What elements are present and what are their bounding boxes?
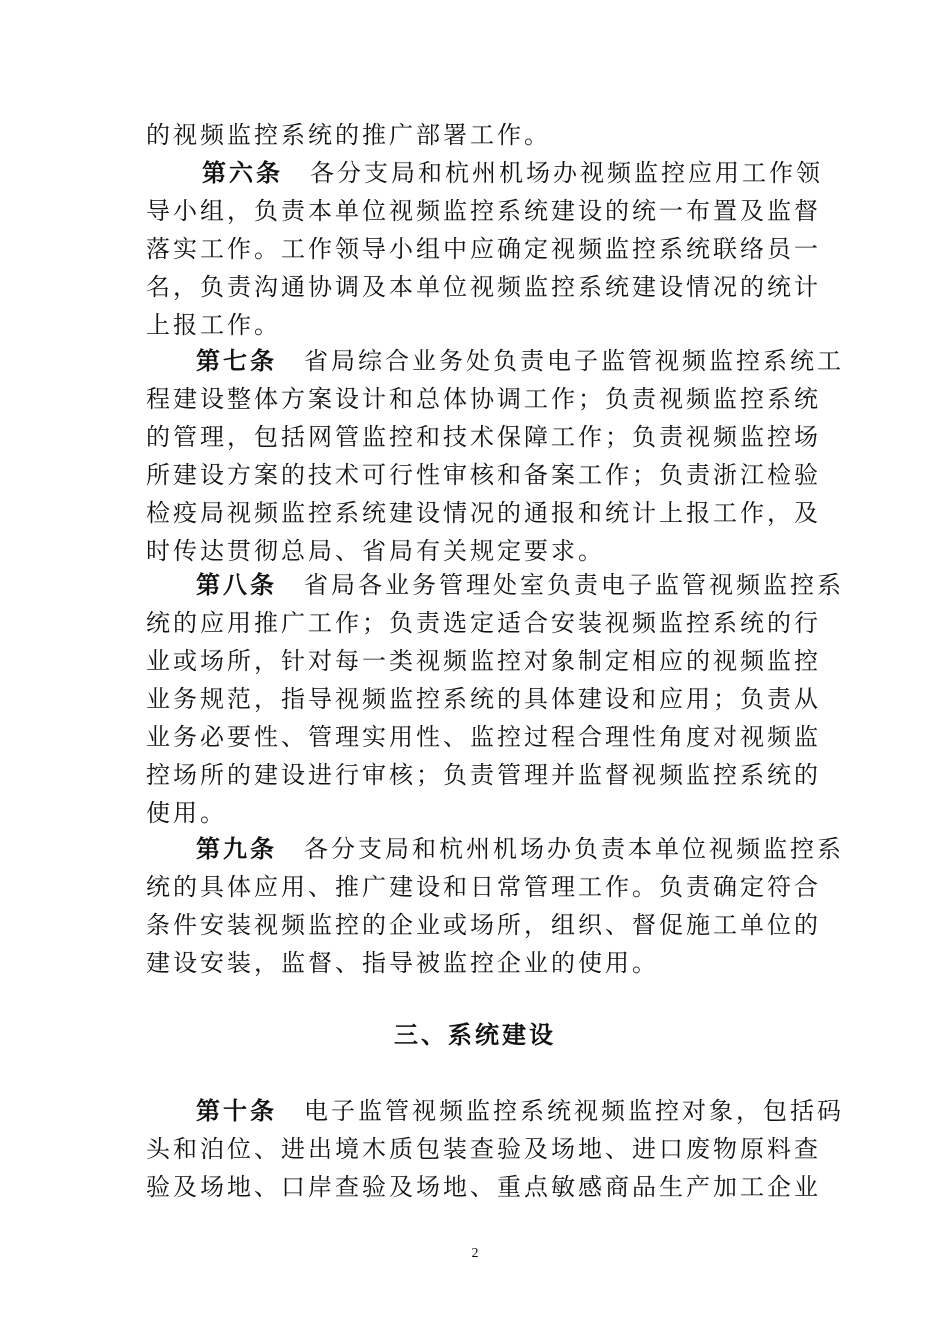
article-label: 第十条 xyxy=(196,1097,277,1125)
page-number: 2 xyxy=(471,1246,479,1261)
article-label: 第九条 xyxy=(196,835,277,863)
text-line: 统的具体应用、推广建设和日常管理工作。负责确定符合 xyxy=(146,873,821,901)
text-line: 使用。 xyxy=(146,799,227,827)
text-line: 检疫局视频监控系统建设情况的通报和统计上报工作，及 xyxy=(146,499,821,527)
text-line: 验及场地、口岸查验及场地、重点敏感商品生产加工企业 xyxy=(146,1173,821,1201)
text-line: 业或场所，针对每一类视频监控对象制定相应的视频监控 xyxy=(146,647,821,675)
text-line: 落实工作。工作领导小组中应确定视频监控系统联络员一 xyxy=(146,235,821,263)
text-line: 名，负责沟通协调及本单位视频监控系统建设情况的统计 xyxy=(146,273,821,301)
text-line: 条件安装视频监控的企业或场所，组织、督促施工单位的 xyxy=(146,911,821,939)
text-line: 业务必要性、管理实用性、监控过程合理性角度对视频监 xyxy=(146,723,821,751)
text-line: 程建设整体方案设计和总体协调工作；负责视频监控系统 xyxy=(146,385,821,413)
text-line: 的视频监控系统的推广部署工作。 xyxy=(146,121,551,149)
text-line: 时传达贯彻总局、省局有关规定要求。 xyxy=(146,537,605,565)
text-line: 控场所的建设进行审核；负责管理并监督视频监控系统的 xyxy=(146,761,821,789)
article-label: 第七条 xyxy=(196,347,277,375)
text-line: 建设安装，监督、指导被监控企业的使用。 xyxy=(146,949,659,977)
article-8-line: 第八条 省局各业务管理处室负责电子监管视频监控系 xyxy=(196,571,844,599)
text-line: 的管理，包括网管监控和技术保障工作；负责视频监控场 xyxy=(146,423,821,451)
article-label: 第八条 xyxy=(196,571,277,599)
text-line: 统的应用推广工作；负责选定适合安装视频监控系统的行 xyxy=(146,609,821,637)
text-line: 所建设方案的技术可行性审核和备案工作；负责浙江检验 xyxy=(146,461,821,489)
article-6-line: 第六条 各分支局和杭州机场办视频监控应用工作领 xyxy=(202,159,823,187)
article-7-line: 第七条 省局综合业务处负责电子监管视频监控系统工 xyxy=(196,347,844,375)
text-line: 上报工作。 xyxy=(146,311,281,339)
text-line: 导小组，负责本单位视频监控系统建设的统一布置及监督 xyxy=(146,197,821,225)
article-10-line: 第十条 电子监管视频监控系统视频监控对象，包括码 xyxy=(196,1097,844,1125)
article-label: 第六条 xyxy=(202,159,283,187)
text-line: 头和泊位、进出境木质包装查验及场地、进口废物原料查 xyxy=(146,1135,821,1163)
article-9-line: 第九条 各分支局和杭州机场办负责本单位视频监控系 xyxy=(196,835,844,863)
text-line: 业务规范，指导视频监控系统的具体建设和应用；负责从 xyxy=(146,685,821,713)
section-heading: 三、系统建设 xyxy=(394,1021,556,1049)
